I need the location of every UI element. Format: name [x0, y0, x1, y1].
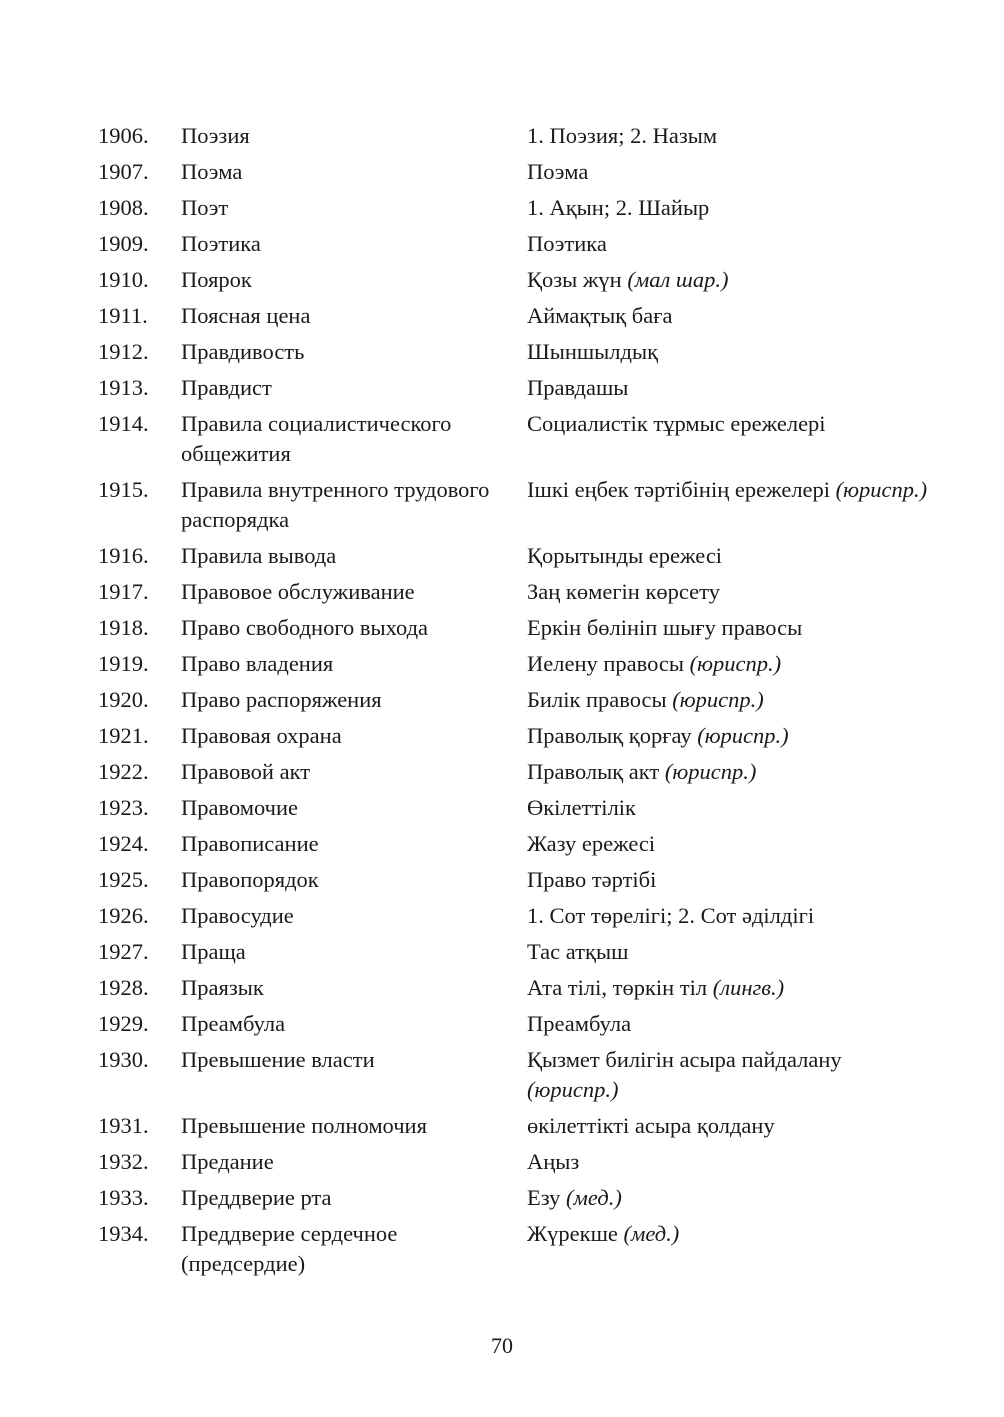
page-number: 70: [491, 1333, 513, 1358]
entry-number: 1911.: [98, 303, 148, 328]
entry-russian-term: Правовое обслуживание: [181, 579, 415, 604]
entry-row: [98, 337, 938, 367]
entry-kazakh-text: Праволық акт: [527, 759, 660, 784]
entry-kazakh-text: Өкілеттілік: [527, 795, 636, 820]
entry-number: 1910.: [98, 267, 149, 292]
entry-kazakh-text: 1. Сот төрелігі; 2. Сот әділдігі: [527, 903, 815, 928]
entry-row: [98, 757, 938, 787]
entry-kazakh-text: Қызмет билігін асыра пайдалану: [527, 1047, 842, 1072]
entry-row: [98, 409, 938, 469]
entry-kazakh-term: [527, 1009, 938, 1039]
entry-kazakh-term: [527, 685, 938, 715]
entry-row: [98, 157, 938, 187]
entry-field-note: (юриспр.): [689, 651, 782, 676]
entry-russian-term: Праща: [181, 939, 246, 964]
entry-row: [98, 937, 938, 967]
entry-field-note: (юриспр.): [527, 1077, 619, 1102]
entry-russian-term: Правила внутренного трудового распорядка: [181, 477, 490, 532]
entry-kazakh-text: Преамбула: [527, 1011, 632, 1036]
entry-russian-term: Правомочие: [181, 795, 299, 820]
entry-kazakh-text: Шыншылдық: [527, 339, 659, 364]
entry-row: [98, 1219, 938, 1279]
entry-number: 1907.: [98, 159, 149, 184]
entry-number: 1921.: [98, 723, 149, 748]
entry-field-note: (юриспр.): [835, 477, 928, 502]
entry-number: 1924.: [98, 831, 149, 856]
entry-kazakh-text: Қозы жүн: [527, 267, 622, 292]
entry-kazakh-term: [527, 1219, 938, 1249]
entry-kazakh-text: Аңыз: [527, 1149, 580, 1174]
entry-russian-term: Право свободного выхода: [181, 615, 429, 640]
entry-kazakh-term: [527, 829, 938, 859]
entry-number: 1908.: [98, 195, 149, 220]
entry-kazakh-term: [527, 649, 938, 679]
entry-russian-term: Предание: [181, 1149, 274, 1174]
entry-kazakh-term: [527, 541, 938, 571]
entry-number: 1930.: [98, 1047, 149, 1072]
entry-number: 1922.: [98, 759, 149, 784]
entry-field-note: (мед.): [566, 1185, 622, 1210]
entry-russian-term: Поэтика: [181, 231, 261, 256]
entry-kazakh-term: [527, 721, 938, 751]
entry-russian-term: Преамбула: [181, 1011, 286, 1036]
entry-kazakh-text: өкілеттікті асыра қолдану: [527, 1113, 775, 1138]
entry-kazakh-term: [527, 865, 938, 895]
entry-kazakh-text: Правдашы: [527, 375, 629, 400]
entry-kazakh-term: [527, 577, 938, 607]
entry-number: 1917.: [98, 579, 149, 604]
entry-kazakh-text: Еркін бөлініп шығу правосы: [527, 615, 803, 640]
entry-row: [98, 121, 938, 151]
entry-kazakh-text: Праволық қорғау: [527, 723, 692, 748]
entry-russian-term: Поясная цена: [181, 303, 311, 328]
entry-russian-term: Праязык: [181, 975, 264, 1000]
entry-kazakh-text: Поэтика: [527, 231, 607, 256]
entry-kazakh-term: [527, 757, 938, 787]
entry-number: 1919.: [98, 651, 149, 676]
entry-field-note: (юриспр.): [672, 687, 764, 712]
entry-russian-term: Правописание: [181, 831, 319, 856]
entry-russian-term: Право распоряжения: [181, 687, 382, 712]
entry-russian-term: Правовая охрана: [181, 723, 342, 748]
entry-row: [98, 265, 938, 295]
entry-kazakh-text: Право тәртібі: [527, 867, 657, 892]
entry-kazakh-term: [527, 1111, 938, 1141]
entry-kazakh-term: [527, 937, 938, 967]
entry-row: [98, 1045, 938, 1105]
entry-kazakh-text: Жазу ережесі: [527, 831, 656, 856]
entry-kazakh-term: [527, 193, 938, 223]
entry-russian-term: Превышение власти: [181, 1047, 375, 1072]
entry-field-note: (юриспр.): [664, 759, 757, 784]
entry-kazakh-term: [527, 1045, 938, 1105]
entry-number: 1912.: [98, 339, 149, 364]
entry-row: [98, 865, 938, 895]
entry-row: [98, 301, 938, 331]
entry-russian-term: Правовой акт: [181, 759, 311, 784]
entry-number: 1934.: [98, 1221, 149, 1246]
entry-row: [98, 229, 938, 259]
entry-kazakh-term: [527, 973, 938, 1003]
entry-russian-term: Правила социалистического общежития: [181, 411, 452, 466]
entry-number: 1927.: [98, 939, 149, 964]
entry-field-note: (мал шар.): [627, 267, 729, 292]
entry-kazakh-text: Ішкі еңбек тәртібінің ережелері: [527, 477, 831, 502]
entry-kazakh-text: Қорытынды ережесі: [527, 543, 723, 568]
entry-kazakh-term: [527, 373, 938, 403]
entry-row: [98, 1183, 938, 1213]
entry-kazakh-text: Езу: [527, 1185, 561, 1210]
entry-kazakh-term: [527, 229, 938, 259]
entry-kazakh-term: [527, 121, 938, 151]
entry-kazakh-text: Заң көмегін көрсету: [527, 579, 720, 604]
entry-number: 1929.: [98, 1011, 149, 1036]
entry-russian-term: Правила вывода: [181, 543, 337, 568]
entry-kazakh-text: Жүрекше: [527, 1221, 618, 1246]
entry-number: 1906.: [98, 123, 149, 148]
entry-row: [98, 1111, 938, 1141]
entry-number: 1933.: [98, 1185, 149, 1210]
entry-kazakh-term: [527, 901, 938, 931]
entry-kazakh-text: 1. Поэзия; 2. Назым: [527, 123, 718, 148]
entry-russian-term: Поэма: [181, 159, 243, 184]
entry-kazakh-text: Аймақтық баға: [527, 303, 673, 328]
entry-row: [98, 973, 938, 1003]
entry-number: 1926.: [98, 903, 149, 928]
entry-kazakh-term: [527, 475, 938, 505]
entry-number: 1916.: [98, 543, 149, 568]
entry-kazakh-text: 1. Ақын; 2. Шайыр: [527, 195, 710, 220]
entry-number: 1925.: [98, 867, 149, 892]
entry-row: [98, 793, 938, 823]
entry-field-note: (юриспр.): [697, 723, 789, 748]
entry-kazakh-text: Поэма: [527, 159, 589, 184]
entry-number: 1914.: [98, 411, 149, 436]
entry-list: [98, 121, 938, 1285]
entry-kazakh-term: [527, 1183, 938, 1213]
entry-row: [98, 829, 938, 859]
entry-russian-term: Правдивость: [181, 339, 305, 364]
entry-kazakh-term: [527, 157, 938, 187]
entry-russian-term: Преддверие сердечное (предсердие): [181, 1221, 398, 1276]
entry-kazakh-text: Ата тілі, төркін тіл: [527, 975, 708, 1000]
entry-kazakh-text: Иелену правосы: [527, 651, 685, 676]
entry-row: [98, 649, 938, 679]
entry-number: 1931.: [98, 1113, 149, 1138]
entry-row: [98, 193, 938, 223]
entry-number: 1909.: [98, 231, 149, 256]
entry-kazakh-term: [527, 265, 938, 295]
entry-number: 1918.: [98, 615, 149, 640]
entry-russian-term: Поярок: [181, 267, 252, 292]
entry-field-note: (мед.): [623, 1221, 680, 1246]
entry-number: 1932.: [98, 1149, 149, 1174]
entry-number: 1928.: [98, 975, 149, 1000]
entry-kazakh-term: [527, 793, 938, 823]
entry-russian-term: Преддверие рта: [181, 1185, 332, 1210]
entry-row: [98, 577, 938, 607]
entry-number: 1923.: [98, 795, 149, 820]
entry-row: [98, 373, 938, 403]
entry-row: [98, 475, 938, 535]
entry-kazakh-term: [527, 613, 938, 643]
entry-kazakh-term: [527, 301, 938, 331]
entry-row: [98, 1147, 938, 1177]
entry-row: [98, 721, 938, 751]
entry-number: 1913.: [98, 375, 149, 400]
entry-russian-term: Поэзия: [181, 123, 250, 148]
entry-row: [98, 685, 938, 715]
entry-number: 1915.: [98, 477, 149, 502]
entry-russian-term: Превышение полномочия: [181, 1113, 427, 1138]
entry-kazakh-text: Социалистік тұрмыс ережелері: [527, 411, 826, 436]
entry-russian-term: Правопорядок: [181, 867, 319, 892]
entry-kazakh-text: Билік правосы: [527, 687, 667, 712]
entry-field-note: (лингв.): [712, 975, 785, 1000]
entry-russian-term: Право владения: [181, 651, 334, 676]
entry-kazakh-text: Тас атқыш: [527, 939, 629, 964]
entry-russian-term: Правдист: [181, 375, 272, 400]
entry-kazakh-term: [527, 409, 938, 439]
entry-kazakh-term: [527, 1147, 938, 1177]
entry-number: 1920.: [98, 687, 149, 712]
entry-russian-term: Правосудие: [181, 903, 294, 928]
entry-row: [98, 1009, 938, 1039]
entry-row: [98, 613, 938, 643]
entry-row: [98, 541, 938, 571]
entry-russian-term: Поэт: [181, 195, 229, 220]
entry-row: [98, 901, 938, 931]
entry-kazakh-term: [527, 337, 938, 367]
